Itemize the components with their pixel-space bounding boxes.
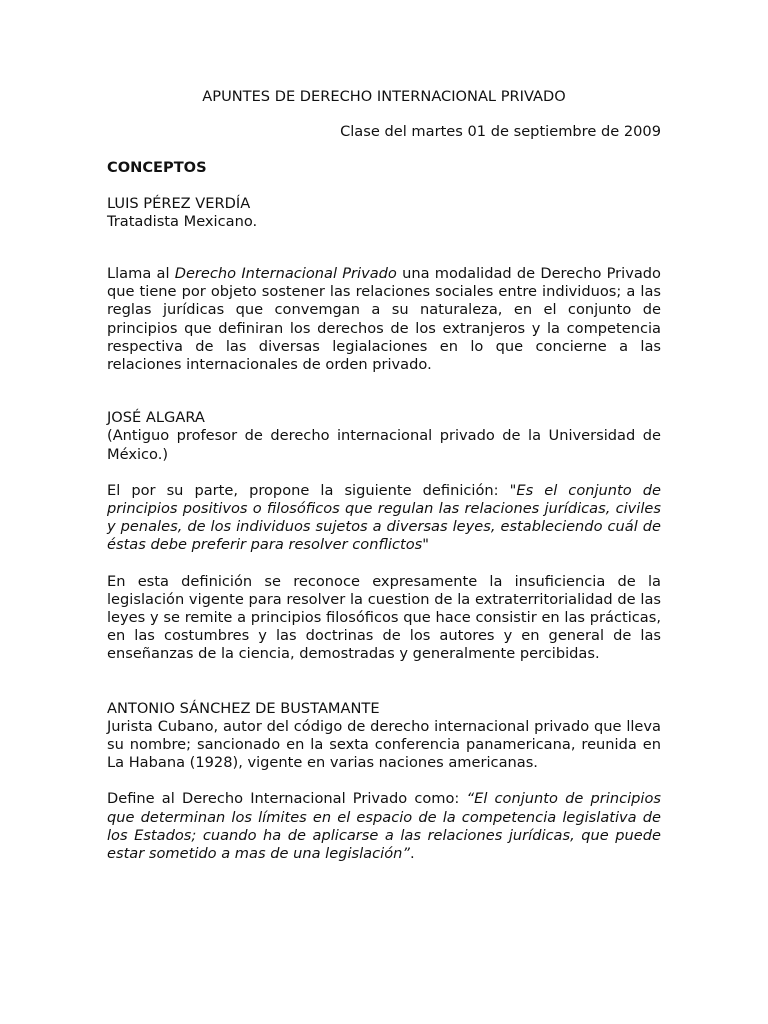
author-role-perez-verdia: Tratadista Mexicano. xyxy=(107,212,258,230)
paragraph-text: . xyxy=(409,845,415,863)
emphasis-text: Derecho Internacional Privado xyxy=(174,265,397,283)
paragraph-text: El por su parte, propone la siguiente definición: " xyxy=(107,481,517,499)
section-heading: CONCEPTOS xyxy=(107,159,207,177)
paragraph-text: Llama al xyxy=(107,265,175,283)
quote-text: “El conjunto de principios que determinan los límites en el espacio de la competencia legislativa de los Estados; cuando ha de aplicarse a las relaciones jurídicas, que puede estar sometido a mas de una legislación” xyxy=(107,790,662,863)
paragraph-bustamante-definition xyxy=(107,790,661,863)
author-bio-bustamante: Jurista Cubano, autor del código de derecho internacional privado que lleva su nombre; sancionado en la sexta conferencia panamericana, reunida en La Habana (1928), vigente en varias naciones americanas. xyxy=(107,717,661,772)
paragraph-text: Define al Derecho Internacional Privado como: xyxy=(107,790,467,808)
class-date: Clase del martes 01 de septiembre de 2009 xyxy=(340,123,661,141)
paragraph-algara-definition xyxy=(107,482,661,555)
document-title: APUNTES DE DERECHO INTERNACIONAL PRIVADO xyxy=(202,88,566,105)
paragraph-perez-verdia xyxy=(107,265,661,374)
paragraph-text: " xyxy=(422,536,429,554)
author-name-bustamante: ANTONIO SÁNCHEZ DE BUSTAMANTE xyxy=(107,699,380,717)
author-role-algara: (Antiguo profesor de derecho internacional privado de la Universidad de México.) xyxy=(107,427,661,463)
document-body xyxy=(107,88,661,863)
author-name-perez-verdia: LUIS PÉREZ VERDÍA xyxy=(107,194,251,212)
author-name-algara: JOSÉ ALGARA xyxy=(107,409,205,427)
paragraph-text: una modalidad de Derecho Privado que tiene por objeto sostener las relaciones sociales entre individuos; a las reglas jurídicas que convemgan a su naturaleza, en el conjunto de principios que definiran los derechos de los extranjeros y la competencia respectiva de las diversas legialaciones en lo que concierne a las relaciones internacionales de orden privado. xyxy=(107,265,661,374)
quote-text: Es el conjunto de principios positivos o filosóficos que regulan las relaciones jurídicas, civiles y penales, de los individuos sujetos a diversas leyes, estableciendo cuál de éstas debe preferir para resolver conflictos xyxy=(107,481,661,554)
paragraph-algara-commentary: En esta definición se reconoce expresamente la insuficiencia de la legislación vigente para resolver la cuestion de la extraterritorialidad de las leyes y se remite a principios filosóficos que hace consistir en las prácticas, en las costumbres y las doctrinas de los autores y en general de las enseñanzas de la ciencia, demostradas y generalmente percibidas. xyxy=(107,572,661,663)
